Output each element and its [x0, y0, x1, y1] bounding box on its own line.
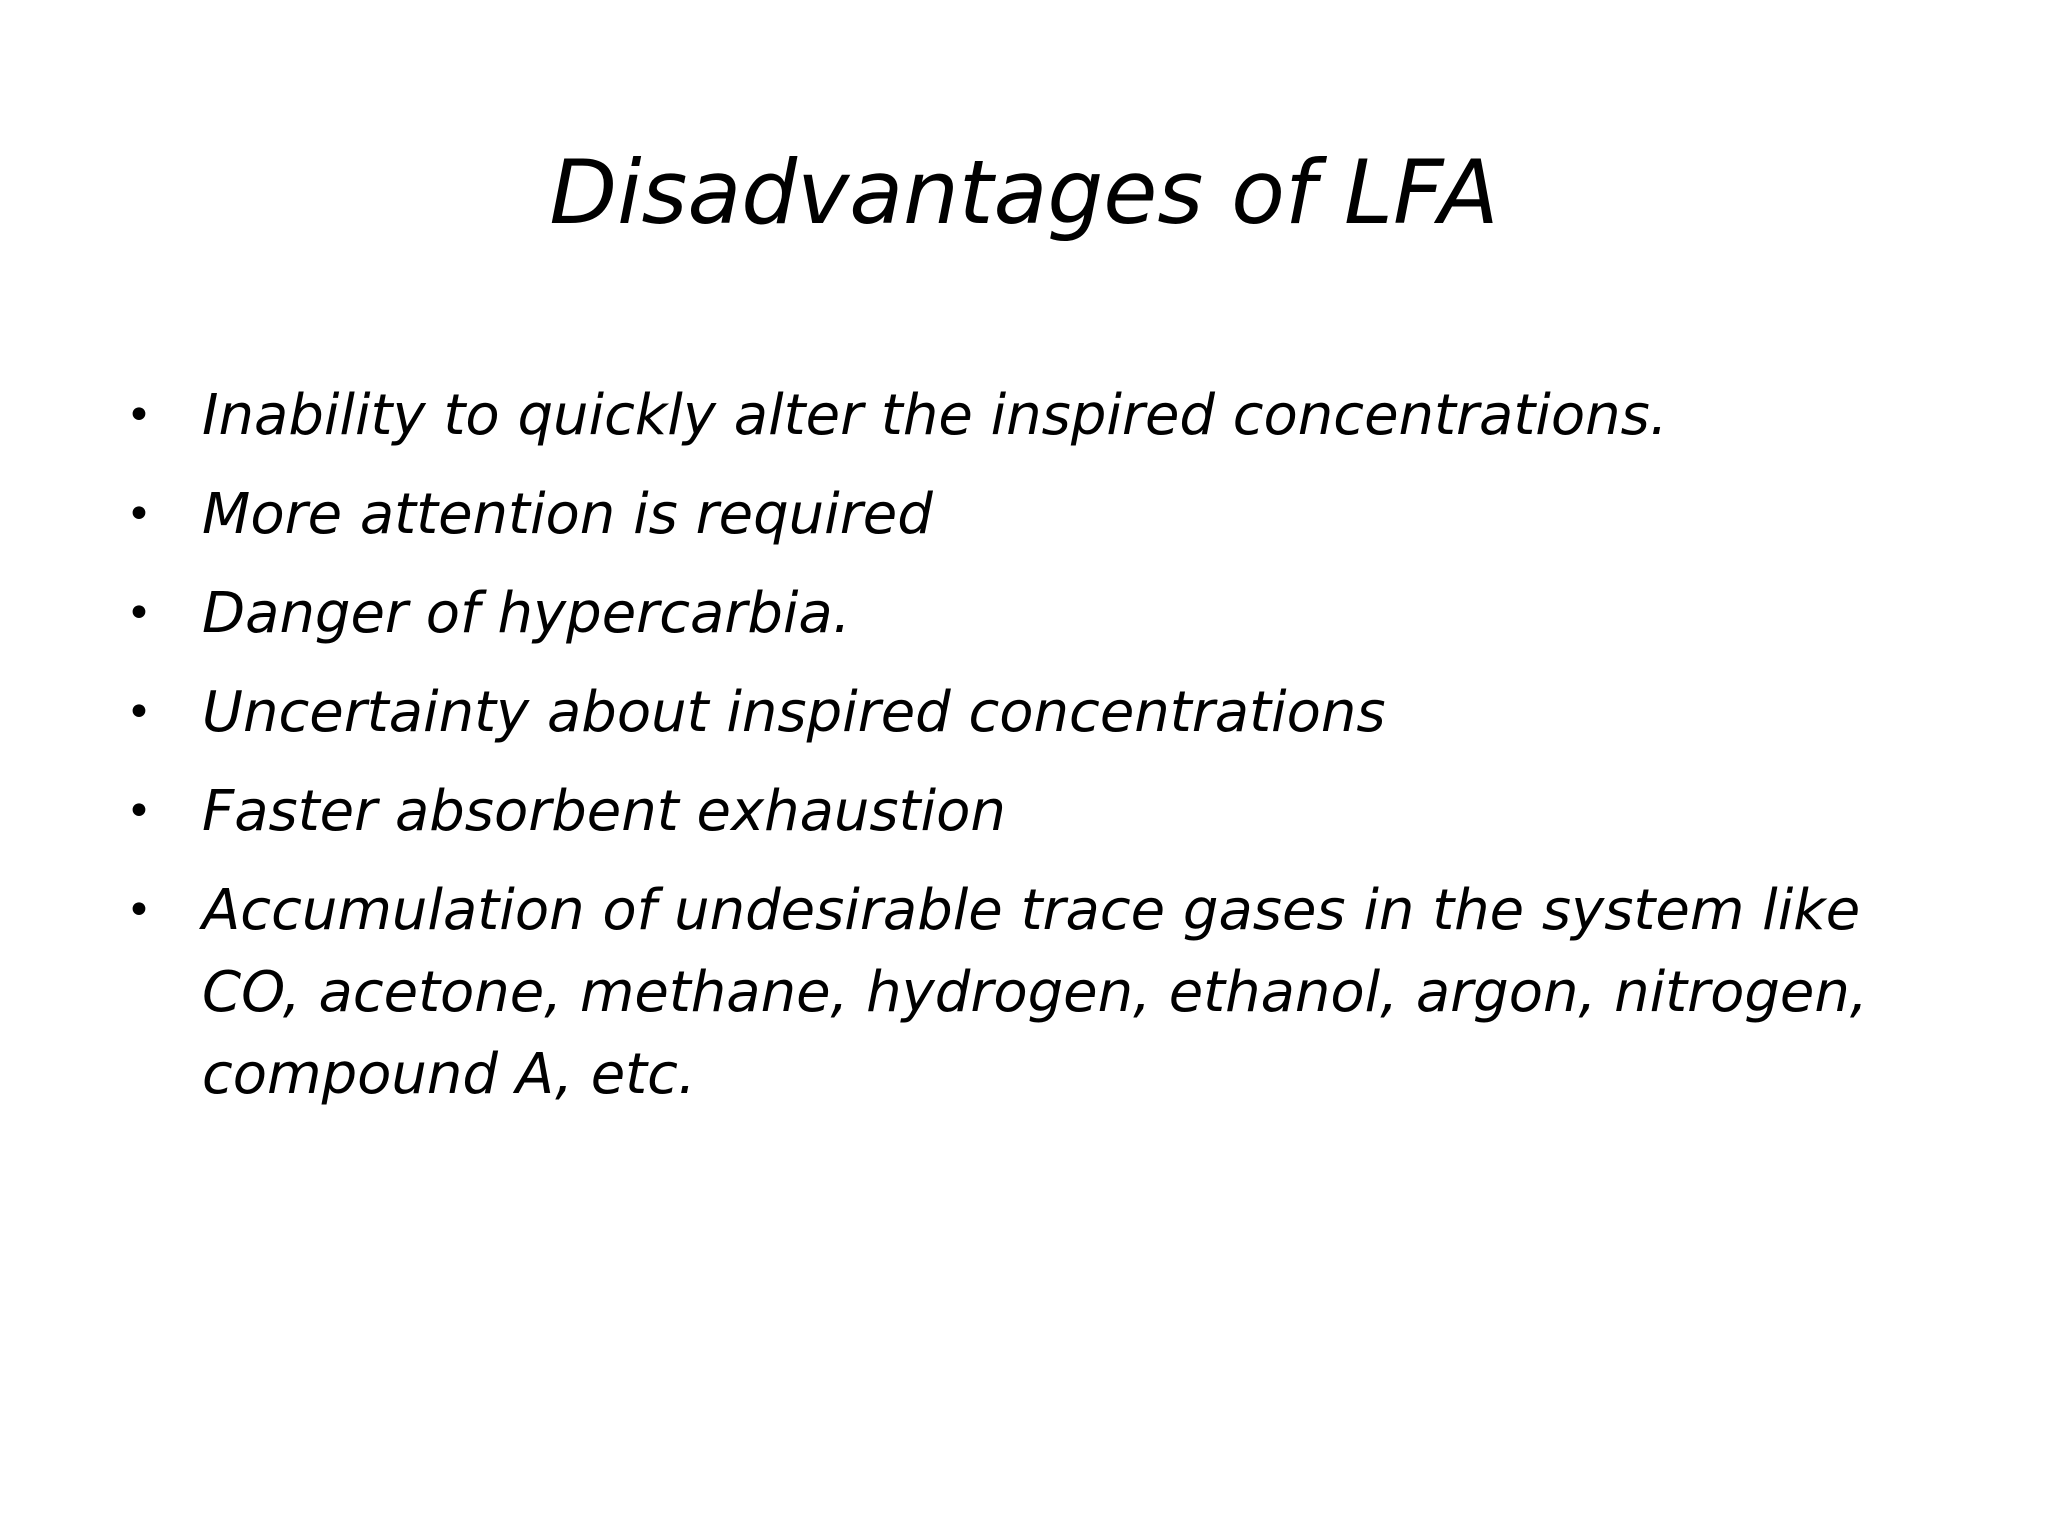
bullet-text: Faster absorbent exhaustion: [202, 779, 1006, 844]
bullet-icon: •: [126, 786, 152, 837]
bullet-item: [120, 870, 1960, 1116]
bullet-icon: •: [126, 489, 152, 540]
bullet-item: [120, 672, 1960, 754]
bullet-text: Accumulation of undesirable trace gases in the system like CO, acetone, methane, hydrogen, ethanol, argon, nitrogen, compound A, etc.: [202, 878, 1868, 1107]
bullet-text: Inability to quickly alter the inspired concentrations.: [202, 383, 1668, 448]
bullet-item: [120, 771, 1960, 853]
bullet-text: More attention is required: [202, 482, 933, 547]
bullet-item: [120, 474, 1960, 556]
bullet-icon: •: [126, 588, 152, 639]
bullet-icon: •: [126, 687, 152, 738]
bullet-text: Uncertainty about inspired concentrations: [202, 680, 1386, 745]
slide-title: Disadvantages of LFA: [549, 141, 1499, 244]
bullet-icon: •: [126, 885, 152, 936]
bullet-text: Danger of hypercarbia.: [202, 581, 851, 646]
bullet-list: [120, 375, 1960, 1133]
bullet-item: [120, 375, 1960, 457]
bullet-icon: •: [126, 390, 152, 441]
bullet-item: [120, 573, 1960, 655]
